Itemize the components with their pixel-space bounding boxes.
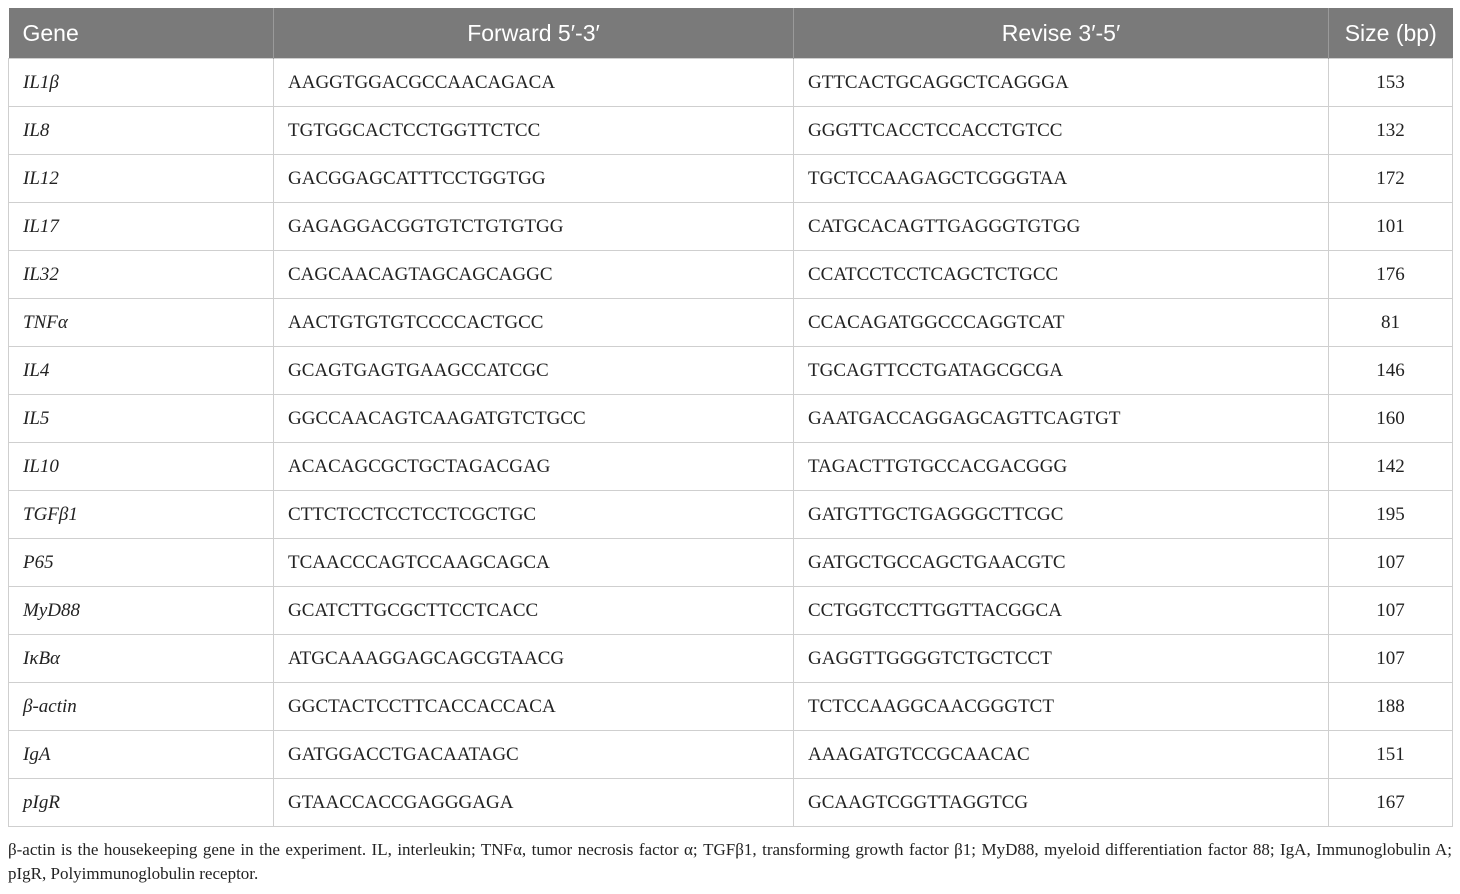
gene-cell: IL8: [9, 107, 274, 155]
header-size: Size (bp): [1329, 8, 1453, 59]
table-row: [9, 251, 1453, 299]
forward-primer-cell: TGTGGCACTCCTGGTTCTCC: [274, 107, 794, 155]
size-cell: 176: [1329, 251, 1453, 299]
primer-table-container: [8, 8, 1452, 827]
table-row: [9, 155, 1453, 203]
reverse-primer-cell: GTTCACTGCAGGCTCAGGGA: [794, 59, 1329, 107]
reverse-primer-cell: TGCAGTTCCTGATAGCGCGA: [794, 347, 1329, 395]
table-row: [9, 299, 1453, 347]
forward-primer-cell: AACTGTGTGTCCCCACTGCC: [274, 299, 794, 347]
size-cell: 107: [1329, 539, 1453, 587]
primer-table: [8, 8, 1453, 827]
gene-cell: MyD88: [9, 587, 274, 635]
reverse-primer-cell: GAGGTTGGGGTCTGCTCCT: [794, 635, 1329, 683]
size-cell: 167: [1329, 779, 1453, 827]
forward-primer-cell: GATGGACCTGACAATAGC: [274, 731, 794, 779]
size-cell: 107: [1329, 587, 1453, 635]
forward-primer-cell: GTAACCACCGAGGGAGA: [274, 779, 794, 827]
reverse-primer-cell: CCTGGTCCTTGGTTACGGCA: [794, 587, 1329, 635]
size-cell: 153: [1329, 59, 1453, 107]
header-reverse: Revise 3′-5′: [794, 8, 1329, 59]
gene-cell: β-actin: [9, 683, 274, 731]
size-cell: 132: [1329, 107, 1453, 155]
size-cell: 146: [1329, 347, 1453, 395]
header-forward: Forward 5′-3′: [274, 8, 794, 59]
forward-primer-cell: GCATCTTGCGCTTCCTCACC: [274, 587, 794, 635]
gene-cell: IL17: [9, 203, 274, 251]
gene-cell: IL5: [9, 395, 274, 443]
gene-cell: IL32: [9, 251, 274, 299]
table-body: [9, 59, 1453, 827]
forward-primer-cell: ATGCAAAGGAGCAGCGTAACG: [274, 635, 794, 683]
size-cell: 142: [1329, 443, 1453, 491]
reverse-primer-cell: TAGACTTGTGCCACGACGGG: [794, 443, 1329, 491]
forward-primer-cell: ACACAGCGCTGCTAGACGAG: [274, 443, 794, 491]
table-row: [9, 59, 1453, 107]
forward-primer-cell: GAGAGGACGGTGTCTGTGTGG: [274, 203, 794, 251]
gene-cell: pIgR: [9, 779, 274, 827]
forward-primer-cell: GGCCAACAGTCAAGATGTCTGCC: [274, 395, 794, 443]
table-row: [9, 347, 1453, 395]
reverse-primer-cell: GATGCTGCCAGCTGAACGTC: [794, 539, 1329, 587]
forward-primer-cell: GGCTACTCCTTCACCACCACA: [274, 683, 794, 731]
reverse-primer-cell: CCACAGATGGCCCAGGTCAT: [794, 299, 1329, 347]
gene-cell: IL1β: [9, 59, 274, 107]
gene-cell: P65: [9, 539, 274, 587]
size-cell: 101: [1329, 203, 1453, 251]
reverse-primer-cell: TCTCCAAGGCAACGGGTCT: [794, 683, 1329, 731]
gene-cell: TGFβ1: [9, 491, 274, 539]
reverse-primer-cell: AAAGATGTCCGCAACAC: [794, 731, 1329, 779]
table-header: [9, 8, 1453, 59]
gene-cell: IL4: [9, 347, 274, 395]
table-row: [9, 443, 1453, 491]
size-cell: 195: [1329, 491, 1453, 539]
table-footnote: β-actin is the housekeeping gene in the experiment. IL, interleukin; TNFα, tumor necrosis factor α; TGFβ1, transforming growth factor β1; MyD88, myeloid differentiation factor 88; IgA, Immunoglobulin A; pIgR, Polyimmunoglobulin receptor.: [8, 840, 1452, 883]
forward-primer-cell: CAGCAACAGTAGCAGCAGGC: [274, 251, 794, 299]
table-row: [9, 779, 1453, 827]
gene-cell: IgA: [9, 731, 274, 779]
size-cell: 188: [1329, 683, 1453, 731]
table-row: [9, 635, 1453, 683]
reverse-primer-cell: GCAAGTCGGTTAGGTCG: [794, 779, 1329, 827]
reverse-primer-cell: TGCTCCAAGAGCTCGGGTAA: [794, 155, 1329, 203]
header-gene: Gene: [9, 8, 274, 59]
gene-cell: IL12: [9, 155, 274, 203]
reverse-primer-cell: GATGTTGCTGAGGGCTTCGC: [794, 491, 1329, 539]
table-row: [9, 203, 1453, 251]
forward-primer-cell: TCAACCCAGTCCAAGCAGCA: [274, 539, 794, 587]
reverse-primer-cell: CCATCCTCCTCAGCTCTGCC: [794, 251, 1329, 299]
gene-cell: IκBα: [9, 635, 274, 683]
header-row: [9, 8, 1453, 59]
table-row: [9, 731, 1453, 779]
size-cell: 160: [1329, 395, 1453, 443]
size-cell: 81: [1329, 299, 1453, 347]
table-row: [9, 539, 1453, 587]
table-row: [9, 107, 1453, 155]
table-row: [9, 395, 1453, 443]
gene-cell: IL10: [9, 443, 274, 491]
table-row: [9, 587, 1453, 635]
reverse-primer-cell: CATGCACAGTTGAGGGTGTGG: [794, 203, 1329, 251]
forward-primer-cell: CTTCTCCTCCTCCTCGCTGC: [274, 491, 794, 539]
size-cell: 172: [1329, 155, 1453, 203]
forward-primer-cell: AAGGTGGACGCCAACAGACA: [274, 59, 794, 107]
forward-primer-cell: GACGGAGCATTTCCTGGTGG: [274, 155, 794, 203]
table-row: [9, 491, 1453, 539]
forward-primer-cell: GCAGTGAGTGAAGCCATCGC: [274, 347, 794, 395]
size-cell: 151: [1329, 731, 1453, 779]
size-cell: 107: [1329, 635, 1453, 683]
reverse-primer-cell: GGGTTCACCTCCACCTGTCC: [794, 107, 1329, 155]
reverse-primer-cell: GAATGACCAGGAGCAGTTCAGTGT: [794, 395, 1329, 443]
gene-cell: TNFα: [9, 299, 274, 347]
table-row: [9, 683, 1453, 731]
